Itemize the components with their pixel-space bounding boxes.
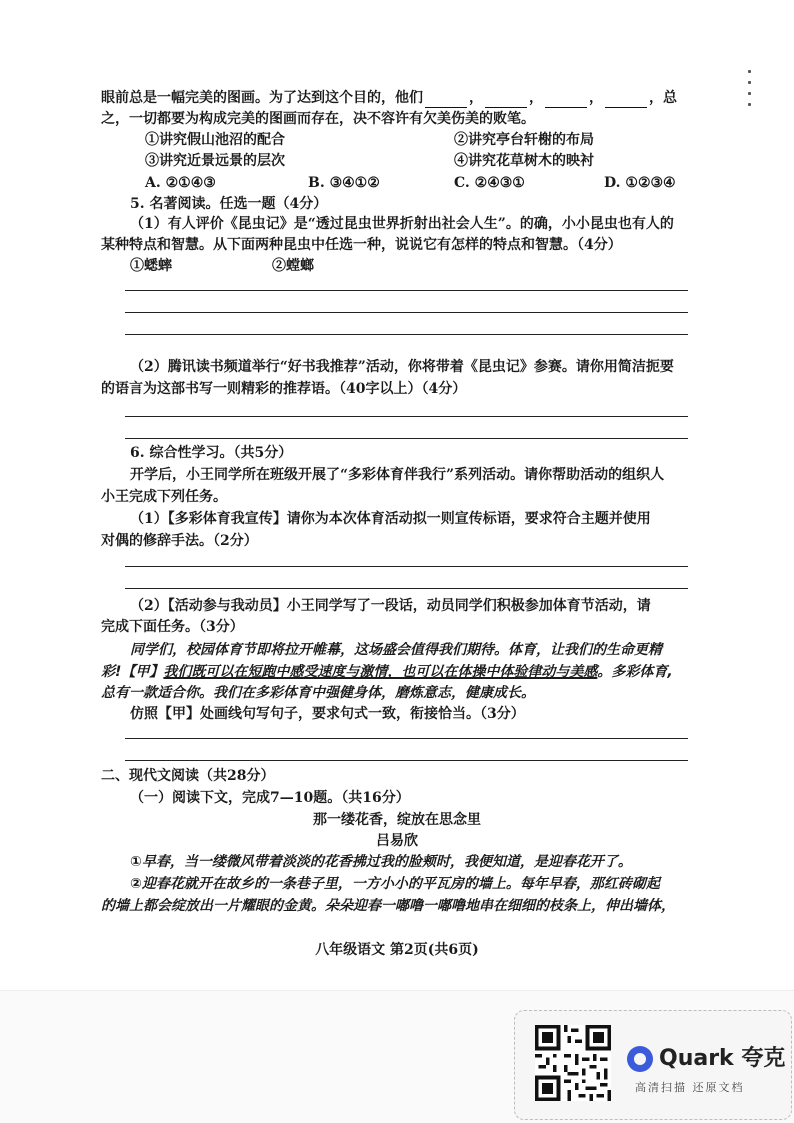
scan-margin-marks <box>748 70 754 114</box>
answer-line <box>125 588 688 589</box>
answer-line <box>125 290 688 291</box>
article-author: 吕易欣 <box>376 833 418 849</box>
quark-logo <box>627 1041 785 1072</box>
q6-passage-line2 <box>101 662 673 682</box>
answer-line <box>125 566 688 567</box>
q5-choice-mantis: ②螳螂 <box>272 258 314 274</box>
q6-passage-tail: 。多彩体育, <box>597 664 673 680</box>
q6-task1-line1: （1）【多彩体育我宣传】请你为本次体育活动拟一则宣传标语，要求符合主题并使用 <box>130 511 651 527</box>
q6-imitate-prompt: 仿照【甲】处画线句写句子，要求句式一致，衔接恰当。（3分） <box>130 706 525 722</box>
q4-item-1: ①讲究假山池沼的配合 <box>145 132 285 148</box>
answer-line <box>125 334 688 335</box>
section2-subtitle: （一）阅读下文，完成7—10题。（共16分） <box>130 790 410 806</box>
quark-brand-text: Quark 夸克 <box>659 1046 786 1071</box>
q4-option-b: B. ③④①② <box>308 175 380 191</box>
q6-passage-marker: 彩!【甲】 <box>101 664 164 680</box>
article-title: 那一缕花香，绽放在思念里 <box>313 812 481 828</box>
q6-task2-line2: 完成下面任务。（3分） <box>101 619 244 635</box>
q5-part1-line1: （1）有人评价《昆虫记》是“透过昆虫世界折射出社会人生”。的确，小小昆虫也有人的 <box>130 216 674 232</box>
q4-option-d: D. ①②③④ <box>604 175 676 191</box>
q6-intro-line1: 开学后，小王同学所在班级开展了“多彩体育伴我行”系列活动。请你帮助活动的组织人 <box>130 467 665 483</box>
q4-line1: 眼前总是一幅完美的图画。为了达到这个目的，他们 ， ， ， ，总 <box>101 90 677 106</box>
answer-line <box>125 760 688 761</box>
q6-passage-line1: 同学们，校园体育节即将拉开帷幕，这场盛会值得我们期待。体育，让我们的生命更精 <box>130 642 662 658</box>
answer-line <box>125 312 688 313</box>
q4-line1-end: 总 <box>663 90 677 106</box>
q4-line2: 之，一切都要为构成完美的图画而存在，决不容许有欠美伤美的败笔。 <box>101 111 535 127</box>
page-footer: 八年级语文 第2页(共6页) <box>315 942 479 958</box>
article-paragraph-1: ①早春，当一缕微风带着淡淡的花香拂过我的脸颊时，我便知道，是迎春花开了。 <box>130 854 632 870</box>
quark-watermark <box>514 1010 792 1120</box>
q6-underlined-sentence: 我们既可以在短跑中感受速度与激情，也可以在体操中体验律动与美感 <box>163 664 598 680</box>
answer-blank <box>425 93 467 108</box>
q4-item-3: ③讲究近景远景的层次 <box>145 153 285 169</box>
quark-logo-icon <box>627 1046 653 1072</box>
q5-title: 5. 名著阅读。任选一题（4分） <box>130 196 328 212</box>
q6-task2-line1: （2）【活动参与我动员】小王同学写了一段话，动员同学们积极参加体育节活动，请 <box>130 598 651 614</box>
answer-line <box>125 438 688 439</box>
article-paragraph-2-line1: ②迎春花就开在故乡的一条巷子里，一方小小的平瓦房的墙上。每年早春，那红砖砌起 <box>130 876 660 892</box>
q4-line1-text: 眼前总是一幅完美的图画。为了达到这个目的，他们 <box>101 90 423 106</box>
q5-part1-line2: 某种特点和智慧。从下面两种昆虫中任选一种，说说它有怎样的特点和智慧。（4分） <box>101 237 622 253</box>
q6-title: 6. 综合性学习。（共5分） <box>130 445 293 461</box>
quark-tagline: 高清扫描 还原文档 <box>635 1081 745 1094</box>
answer-line <box>125 738 688 739</box>
answer-line <box>125 416 688 417</box>
q5-choice-cricket: ①蟋蟀 <box>130 258 172 274</box>
q5-part2-line2: 的语言为这部书写一则精彩的推荐语。（40字以上）（4分） <box>101 381 467 397</box>
q4-option-a: A. ②①④③ <box>145 175 216 191</box>
section2-title: 二、现代文阅读（共28分） <box>101 768 275 784</box>
answer-blank <box>605 93 647 108</box>
answer-blank <box>545 93 587 108</box>
q5-part2-line1: （2）腾讯读书频道举行“好书我推荐”活动，你将带着《昆虫记》参赛。请你用简洁扼要 <box>130 359 674 375</box>
answer-blank <box>485 93 527 108</box>
q4-item-2: ②讲究亭台轩榭的布局 <box>454 132 594 148</box>
q4-item-4: ④讲究花草树木的映衬 <box>454 153 594 169</box>
qr-code-icon <box>535 1025 611 1101</box>
q6-passage-line3: 总有一款适合你。我们在多彩体育中强健身体，磨炼意志，健康成长。 <box>101 685 535 701</box>
q4-option-c: C. ②④③① <box>454 175 525 191</box>
q6-task1-line2: 对偶的修辞手法。（2分） <box>101 533 258 549</box>
q6-intro-line2: 小王完成下列任务。 <box>101 489 227 505</box>
article-paragraph-2-line2: 的墙上都会绽放出一片耀眼的金黄。朵朵迎春一嘟噜一嘟噜地串在细细的枝条上，伸出墙体， <box>101 898 675 914</box>
